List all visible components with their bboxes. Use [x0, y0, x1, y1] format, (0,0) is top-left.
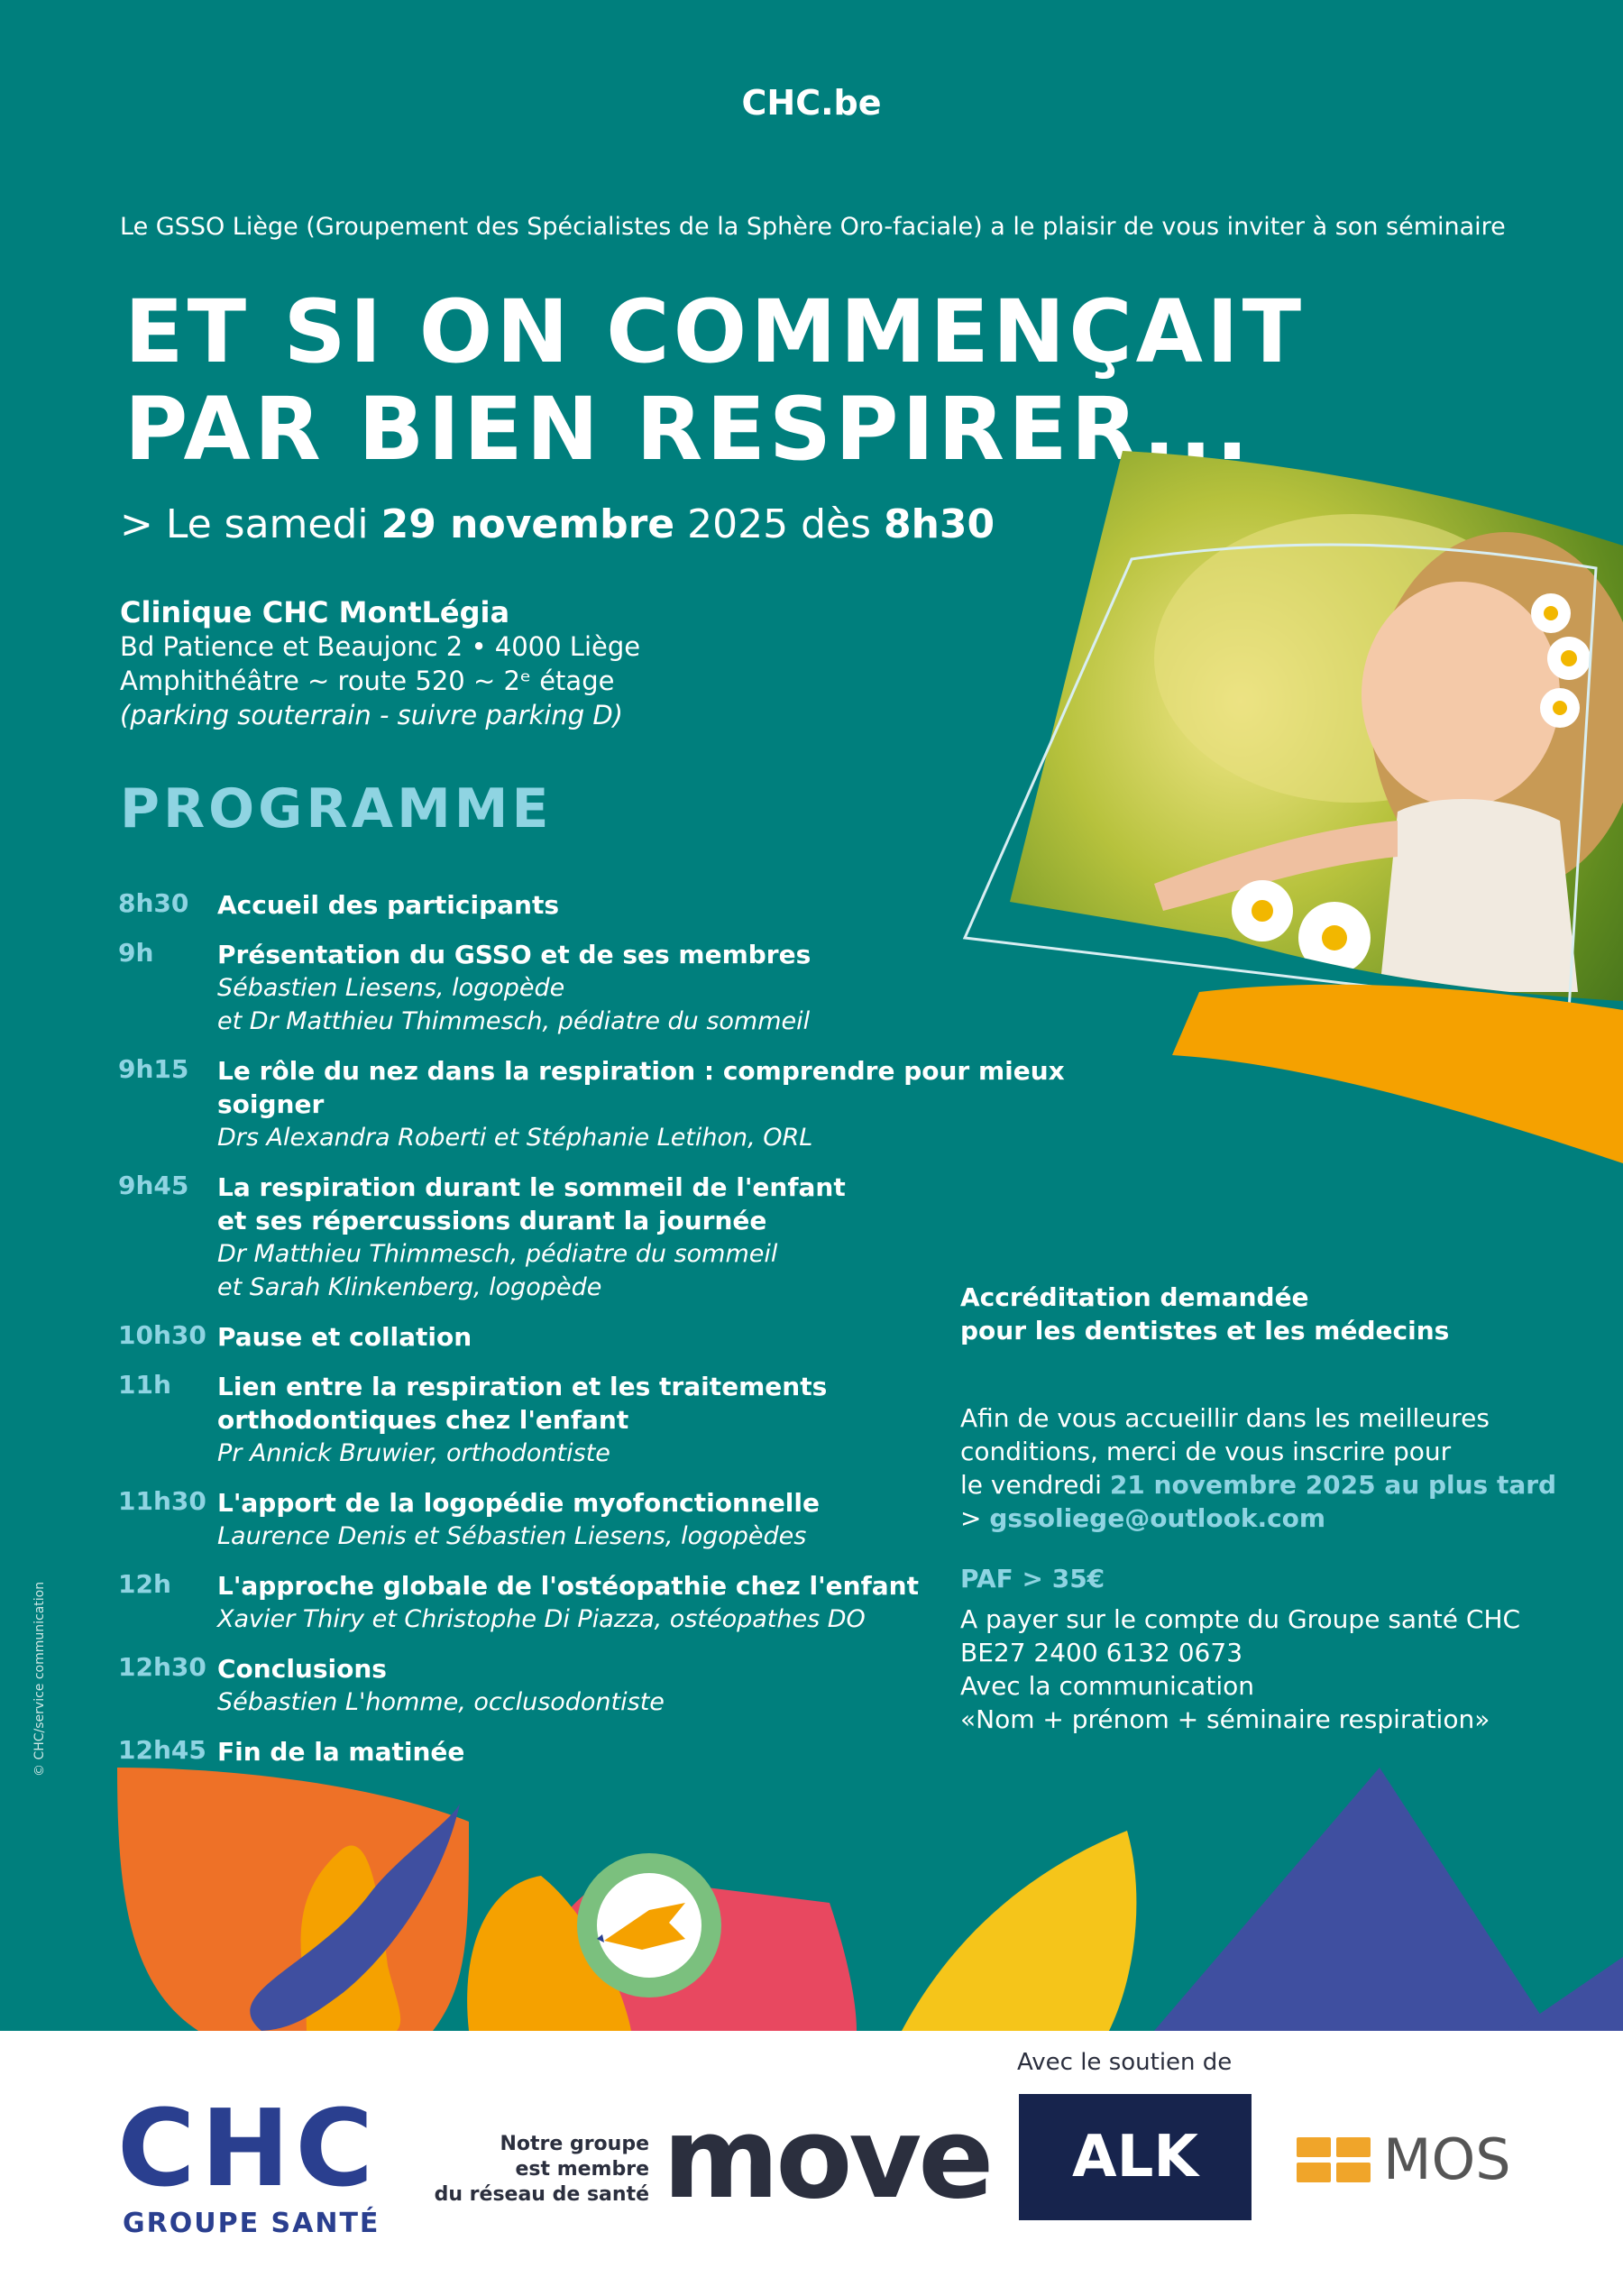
- programme-item: [118, 1320, 1065, 1354]
- programme-title: Fin de la matinée: [217, 1737, 465, 1767]
- programme-title: L'approche globale de l'ostéopathie chez l'enfant: [217, 1571, 919, 1601]
- programme-speaker: Pr Annick Bruwier, orthodontiste: [217, 1439, 610, 1467]
- programme-time: 9h45: [118, 1171, 189, 1200]
- programme-time: 11h30: [118, 1486, 206, 1516]
- programme-title: Pause et collation: [217, 1322, 472, 1352]
- programme-speaker: Sébastien Liesens, logopède: [217, 974, 565, 1002]
- date-time: 8h30: [883, 501, 995, 547]
- decorative-shapes: [0, 1750, 1623, 2031]
- register-email-link[interactable]: gssoliege@outlook.com: [989, 1503, 1326, 1533]
- register-line-3: [960, 1468, 1591, 1502]
- mos-text: MOS: [1383, 2126, 1511, 2192]
- info-panel: [960, 1281, 1591, 1736]
- register-date-prefix: le vendredi: [960, 1470, 1110, 1500]
- venue-room: Amphithéâtre ~ route 520 ~ 2ᵉ étage: [120, 666, 615, 696]
- register-line-4: [960, 1502, 1591, 1535]
- programme-time: 12h30: [118, 1652, 206, 1682]
- event-date: [120, 501, 995, 547]
- move-text-1: Notre groupe: [500, 2133, 649, 2155]
- programme-speaker: et Sarah Klinkenberg, logopède: [217, 1273, 602, 1301]
- title-line-1: ET SI ON COMMENÇAIT: [124, 281, 1306, 382]
- register-line-1: Afin de vous accueillir dans les meilleures: [960, 1403, 1490, 1433]
- programme-speaker: Drs Alexandra Roberti et Stéphanie Letihon, ORL: [217, 1124, 813, 1152]
- programme-time: 12h: [118, 1569, 171, 1599]
- move-logo: move: [663, 2094, 991, 2224]
- payment-line-3: Avec la communication: [960, 1671, 1254, 1701]
- programme-item: [118, 1171, 1065, 1304]
- programme-speaker: Sébastien L'homme, occlusodontiste: [217, 1688, 665, 1716]
- venue-address: Bd Patience et Beaujonc 2 • 4000 Liège: [120, 631, 641, 662]
- accreditation: [960, 1281, 1591, 1347]
- mos-icon: [1297, 2137, 1371, 2182]
- programme-title: Conclusions: [217, 1654, 387, 1684]
- programme-title: La respiration durant le sommeil de l'enfant: [217, 1172, 846, 1202]
- move-text: [424, 2132, 649, 2208]
- sponsor-label: Avec le soutien de: [1017, 2049, 1233, 2076]
- programme-time: 9h15: [118, 1054, 189, 1084]
- programme-item: [118, 1054, 1065, 1154]
- programme-time: 10h30: [118, 1320, 206, 1350]
- site-url: CHC.be: [741, 83, 882, 123]
- programme-time: 11h: [118, 1370, 171, 1400]
- accreditation-line-1: Accréditation demandée: [960, 1282, 1309, 1312]
- venue-block: [120, 595, 640, 732]
- programme-title: Accueil des participants: [217, 890, 560, 920]
- accreditation-line-2: pour les dentistes et les médecins: [960, 1316, 1450, 1345]
- register-line-2: conditions, merci de vous inscrire pour: [960, 1437, 1452, 1466]
- programme-item: [118, 1652, 1065, 1719]
- programme-item: [118, 1486, 1065, 1553]
- date-day: 29 novembre: [381, 501, 675, 547]
- programme-time: 12h45: [118, 1735, 206, 1765]
- venue-parking: (parking souterrain - suivre parking D): [120, 700, 623, 730]
- programme-title: L'apport de la logopédie myofonctionnelle: [217, 1488, 820, 1518]
- programme-title: orthodontiques chez l'enfant: [217, 1405, 629, 1435]
- date-prefix: > Le samedi: [120, 501, 381, 547]
- intro-text: Le GSSO Liège (Groupement des Spécialistes de la Sphère Oro-faciale) a le plaisir de vous inviter à son séminaire: [120, 213, 1506, 241]
- programme-title: Présentation du GSSO et de ses membres: [217, 940, 812, 969]
- chc-logo: CHC: [117, 2086, 379, 2210]
- programme-item: [118, 1370, 1065, 1470]
- programme-title: Le rôle du nez dans la respiration : comprendre pour mieux soigner: [217, 1056, 1065, 1119]
- register-email-prefix: >: [960, 1503, 990, 1533]
- payment-communication: «Nom + prénom + séminaire respiration»: [960, 1704, 1490, 1734]
- programme-speaker: Laurence Denis et Sébastien Liesens, logopèdes: [217, 1522, 807, 1550]
- programme-item: [118, 888, 1065, 922]
- payment-iban: BE27 2400 6132 0673: [960, 1638, 1243, 1667]
- programme-title: et ses répercussions durant la journée: [217, 1206, 767, 1235]
- move-text-3: du réseau de santé: [434, 2183, 649, 2206]
- date-year: 2025 dès: [674, 501, 884, 547]
- chc-logo-subtitle: GROUPE SANTÉ: [123, 2208, 381, 2239]
- alk-logo: ALK: [1019, 2094, 1252, 2220]
- programme-title: Lien entre la respiration et les traitements: [217, 1372, 828, 1401]
- move-text-2: est membre: [515, 2158, 649, 2181]
- price: PAF > 35€: [960, 1564, 1105, 1593]
- programme-time: 8h30: [118, 888, 189, 918]
- registration: [960, 1401, 1591, 1535]
- programme-speaker: Xavier Thiry et Christophe Di Piazza, ostéopathes DO: [217, 1605, 866, 1633]
- footer: [0, 2031, 1623, 2296]
- programme-heading: PROGRAMME: [120, 777, 553, 840]
- venue-name: Clinique CHC MontLégia: [120, 595, 510, 629]
- photo-credit: © CHC/service communication: [32, 1581, 47, 1777]
- programme-speaker: Dr Matthieu Thimmesch, pédiatre du sommeil: [217, 1240, 778, 1268]
- mos-logo: [1297, 2126, 1511, 2192]
- register-deadline: 21 novembre 2025 au plus tard: [1109, 1470, 1557, 1500]
- programme-item: [118, 1569, 1065, 1636]
- programme-list: [118, 888, 1065, 1785]
- payment-line-1: A payer sur le compte du Groupe santé CHC: [960, 1604, 1521, 1634]
- programme-speaker: et Dr Matthieu Thimmesch, pédiatre du sommeil: [217, 1007, 811, 1035]
- programme-item: [118, 938, 1065, 1038]
- programme-time: 9h: [118, 938, 154, 968]
- title-line-2: PAR BIEN RESPIRER...: [124, 379, 1252, 480]
